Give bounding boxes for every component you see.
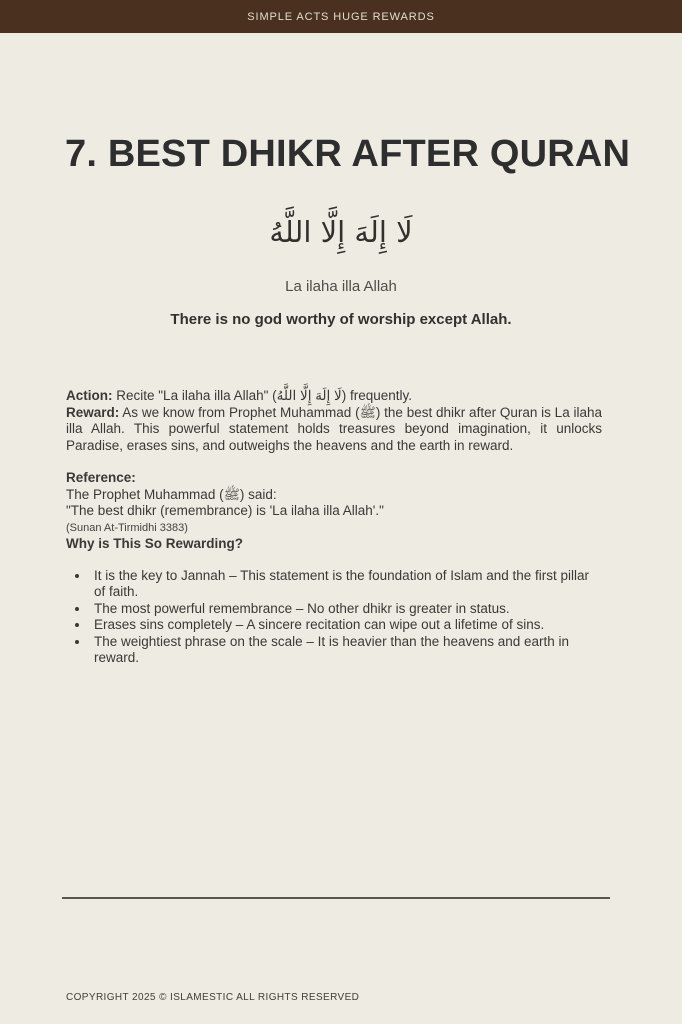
transliteration-text: La ilaha illa Allah xyxy=(285,278,397,295)
body-content xyxy=(66,388,602,667)
page-title: 7. BEST DHIKR AFTER QURAN xyxy=(65,133,631,176)
reward-paragraph xyxy=(66,405,602,455)
list-item: • The weightiest phrase on the scale – It is heavier than the heavens and earth in reward. xyxy=(90,634,602,667)
benefits-list xyxy=(66,568,602,667)
reference-line: The Prophet Muhammad (ﷺ) said: xyxy=(66,486,277,502)
list-item: • Erases sins completely – A sincere recitation can wipe out a lifetime of sins. xyxy=(90,617,602,634)
reference-block xyxy=(66,470,602,520)
action-label: Action: xyxy=(66,388,113,403)
reference-quote: "The best dhikr (remembrance) is 'La ilaha illa Allah'." xyxy=(66,503,384,518)
header-title: SIMPLE ACTS HUGE REWARDS xyxy=(247,10,435,23)
list-item: • It is the key to Jannah – This statement is the foundation of Islam and the first pillar of faith. xyxy=(90,568,602,601)
translation-text: There is no god worthy of worship except Allah. xyxy=(170,311,512,328)
list-item: • The most powerful remembrance – No other dhikr is greater in status. xyxy=(90,601,602,618)
reward-label: Reward: xyxy=(66,404,120,420)
citation-text: (Sunan At-Tirmidhi 3383) xyxy=(66,521,188,534)
action-text: Recite "La ilaha illa Allah" (لَا إِلَهَ إِلَّا اللَّهُ) frequently. xyxy=(112,388,413,403)
header-bar xyxy=(0,0,682,33)
reward-text: As we know from Prophet Muhammad (ﷺ) the best dhikr after Quran is La ilaha illa Allah. This powerful statement holds treasures beyond imagination, it unlocks Paradise, erases sins, and outweighs the heavens and the earth in reward. xyxy=(66,404,603,453)
action-line xyxy=(66,388,602,405)
reference-label: Reference: xyxy=(66,470,136,485)
arabic-calligraphy: لَا إِلَهَ إِلَّا اللَّهُ xyxy=(269,215,413,249)
copyright-text: COPYRIGHT 2025 © ISLAMESTIC ALL RIGHTS RESERVED xyxy=(66,992,360,1003)
why-heading: Why is This So Rewarding? xyxy=(66,536,244,551)
footer-divider xyxy=(62,897,610,899)
